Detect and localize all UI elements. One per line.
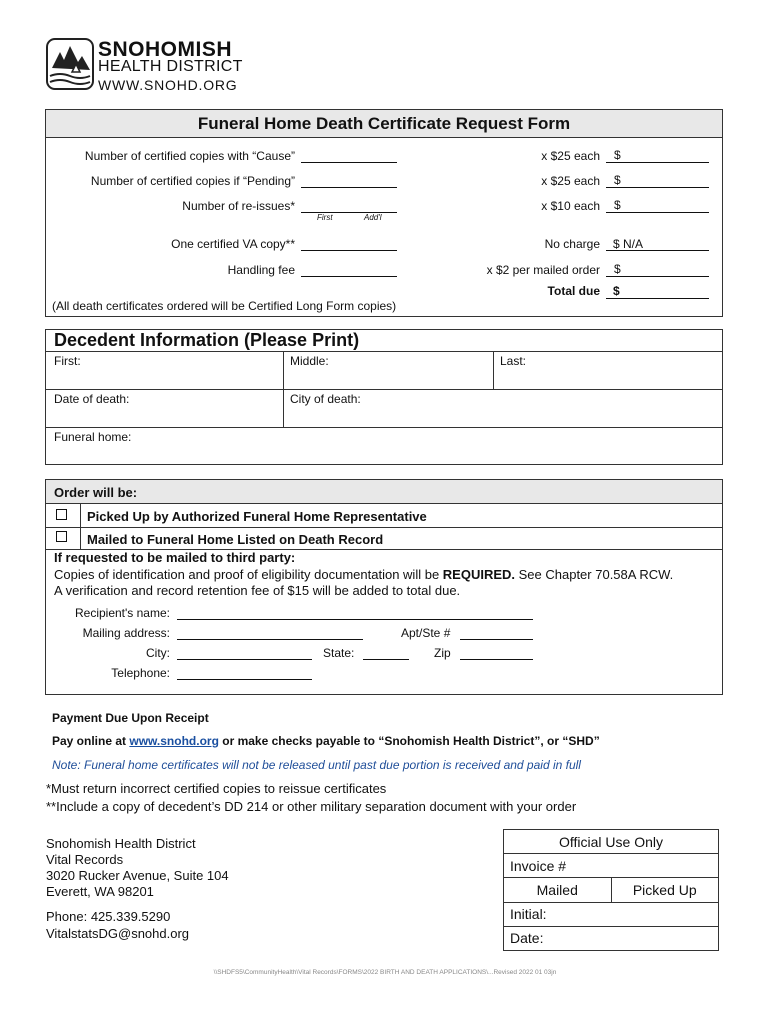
official-invoice[interactable]: Invoice #	[504, 854, 719, 878]
reissues-amount-line[interactable]	[606, 212, 709, 213]
first-name-field[interactable]: First:	[54, 354, 81, 368]
va-copy-label: One certified VA copy**	[171, 237, 295, 251]
cause-copies-label: Number of certified copies with “Cause”	[84, 149, 295, 163]
pending-amount-line[interactable]	[606, 187, 709, 188]
address-dept: Vital Records	[46, 852, 124, 867]
request-title: Funeral Home Death Certificate Request Form	[197, 114, 571, 133]
reissues-input[interactable]	[301, 212, 397, 213]
middle-name-field[interactable]: Middle:	[290, 354, 329, 368]
va-rate: No charge	[544, 237, 600, 251]
handling-amount: $	[614, 262, 621, 276]
decedent-vdivider-2	[493, 351, 494, 389]
order-header: Order will be:	[54, 485, 138, 500]
third-party-required: REQUIRED.	[442, 567, 516, 582]
pending-amount: $	[614, 173, 621, 187]
decedent-title: Decedent Information (Please Print)	[54, 330, 360, 350]
va-amount: $ N/A	[613, 237, 644, 251]
zip-input[interactable]	[460, 659, 533, 660]
pickup-option-label: Picked Up by Authorized Funeral Home Representative	[87, 509, 427, 524]
mailed-checkbox[interactable]	[56, 531, 67, 542]
apt-input[interactable]	[460, 639, 533, 640]
telephone-label: Telephone:	[111, 666, 170, 680]
official-picked-up[interactable]: Picked Up	[611, 878, 719, 902]
address-phone: Phone: 425.339.5290	[46, 909, 171, 924]
state-label: State:	[323, 646, 355, 660]
total-due-line[interactable]	[606, 298, 709, 299]
logo-subtitle: HEALTH DISTRICT	[98, 58, 243, 75]
pay-suffix: or make checks payable to “Snohomish Health District”, or “SHD”	[218, 734, 600, 748]
telephone-input[interactable]	[177, 679, 312, 680]
order-divider-1	[46, 527, 722, 528]
payment-due: Payment Due Upon Receipt	[52, 711, 209, 725]
pending-copies-label: Number of certified copies if “Pending”	[90, 174, 295, 188]
order-header-bar	[46, 480, 722, 504]
va-amount-line	[606, 250, 709, 251]
city-of-death-field[interactable]: City of death:	[290, 392, 361, 406]
pay-online-text	[52, 734, 600, 748]
cause-copies-input[interactable]	[301, 162, 397, 163]
payment-note: Note: Funeral home certificates will not be released until past due portion is received and paid in full	[52, 758, 581, 772]
decedent-vdivider-1	[283, 351, 284, 427]
reissues-amount: $	[614, 198, 621, 212]
reissues-rate: x $10 each	[541, 199, 600, 213]
decedent-divider-1	[46, 351, 722, 352]
va-copy-input[interactable]	[301, 250, 397, 251]
long-form-note: (All death certificates ordered will be Certified Long Form copies)	[52, 299, 397, 313]
cause-amount-line[interactable]	[606, 162, 709, 163]
mailing-input[interactable]	[177, 639, 363, 640]
verification-fee-text: A verification and record retention fee of $15 will be added to total due.	[54, 583, 461, 598]
order-checkbox-column	[80, 504, 81, 549]
pending-rate: x $25 each	[541, 174, 600, 188]
reissue-first-caption: First	[317, 213, 333, 222]
handling-rate: x $2 per mailed order	[486, 263, 600, 277]
third-party-text	[54, 567, 722, 582]
address-org: Snohomish Health District	[46, 836, 196, 851]
address-street: 3020 Rucker Avenue, Suite 104	[46, 868, 229, 883]
state-input[interactable]	[363, 659, 409, 660]
zip-label: Zip	[434, 646, 451, 660]
official-use-table	[503, 829, 719, 951]
third-party-title: If requested to be mailed to third party:	[54, 550, 296, 565]
third-party-text-part1: Copies of identification and proof of eligibility documentation will be	[54, 567, 443, 582]
total-due-label: Total due	[547, 284, 600, 298]
footnote-dd214: **Include a copy of decedent’s DD 214 or other military separation document with your order	[46, 799, 577, 814]
snohd-link[interactable]: www.snohd.org	[129, 734, 219, 748]
footnote-reissue: *Must return incorrect certified copies to reissue certificates	[46, 781, 387, 796]
city-label: City:	[146, 646, 170, 660]
handling-amount-line[interactable]	[606, 276, 709, 277]
apt-label: Apt/Ste #	[401, 626, 451, 640]
cause-amount: $	[614, 148, 621, 162]
mailed-option-label: Mailed to Funeral Home Listed on Death Record	[87, 532, 384, 547]
mailing-label: Mailing address:	[82, 626, 170, 640]
recipient-input[interactable]	[177, 619, 533, 620]
pickup-checkbox[interactable]	[56, 509, 67, 520]
address-city: Everett, WA 98201	[46, 884, 154, 899]
handling-fee-label: Handling fee	[227, 263, 295, 277]
third-party-text-part2: See Chapter 70.58A RCW.	[515, 567, 674, 582]
decedent-divider-3	[46, 427, 722, 428]
date-of-death-field[interactable]: Date of death:	[54, 392, 130, 406]
footer-file-path: \\SHDFS5\CommunityHealth\Vital Records\FORMS\2022 BIRTH AND DEATH APPLICATIONS\...Revised 2022 01 03jn	[213, 969, 557, 976]
reissue-addl-caption: Add'l	[364, 213, 382, 222]
recipient-label: Recipient's name:	[74, 606, 170, 620]
address-email: VitalstatsDG@snohd.org	[46, 926, 190, 941]
official-mailed[interactable]: Mailed	[504, 878, 612, 902]
request-section	[45, 109, 723, 317]
total-due-amount: $	[613, 284, 620, 298]
logo-url: WWW.SNOHD.ORG	[98, 77, 238, 93]
cause-rate: x $25 each	[541, 149, 600, 163]
city-input[interactable]	[177, 659, 312, 660]
official-initial[interactable]: Initial:	[504, 902, 719, 926]
official-date[interactable]: Date:	[504, 926, 719, 950]
snohomish-logo-icon	[46, 38, 94, 90]
logo-name: SNOHOMISH	[98, 38, 233, 61]
reissues-label: Number of re-issues*	[182, 199, 295, 213]
official-title: Official Use Only	[504, 830, 719, 854]
last-name-field[interactable]: Last:	[500, 354, 527, 368]
funeral-home-field[interactable]: Funeral home:	[54, 430, 132, 444]
pay-prefix: Pay online at	[52, 734, 130, 748]
pending-copies-input[interactable]	[301, 187, 397, 188]
handling-fee-input[interactable]	[301, 276, 397, 277]
decedent-divider-2	[46, 389, 722, 390]
